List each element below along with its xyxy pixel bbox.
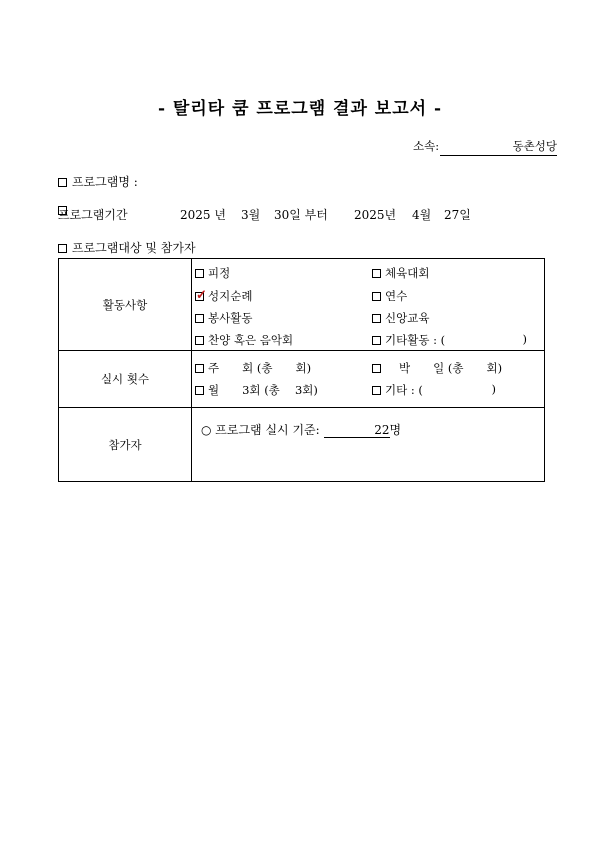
participants-header: 참가자 (59, 408, 192, 482)
start-month[interactable]: 3월 (241, 208, 261, 222)
affiliation (413, 138, 557, 154)
frequency-header: 실시 횟수 (59, 351, 192, 408)
activity-option[interactable]: 찬양 혹은 음악회 (195, 332, 293, 348)
frequency-overnight[interactable]: 박 일 (총 회) (372, 360, 502, 376)
participants-content (192, 408, 545, 482)
program-period-label: 프로그램기간 (58, 208, 128, 222)
checkbox-icon[interactable] (372, 292, 381, 301)
checkbox-icon[interactable] (195, 364, 204, 373)
frequency-other[interactable]: 기타 : ( ) (372, 382, 496, 398)
checkbox-icon[interactable] (372, 336, 381, 345)
activity-option[interactable]: 피정 (195, 265, 230, 281)
end-day[interactable]: 27일 (444, 208, 471, 222)
frequency-row (59, 351, 545, 408)
activity-option[interactable]: 봉사활동 (195, 310, 252, 326)
frequency-monthly[interactable]: 월 3회 (총 3회) (195, 382, 318, 398)
checkbox-icon[interactable] (372, 364, 381, 373)
activities-row (59, 259, 545, 351)
participants-section-label: 프로그램대상 및 참가자 (72, 241, 196, 255)
activity-option-other[interactable]: 기타활동 : ( ) (372, 332, 527, 348)
activities-header: 활동사항 (59, 259, 192, 351)
affiliation-label: 소속: (413, 139, 440, 153)
participants-unit: 명 (389, 422, 402, 437)
participants-section-row (58, 239, 196, 256)
page-title: - 탈리타 쿰 프로그램 결과 보고서 - (157, 99, 443, 119)
participants-count[interactable]: 22 (324, 423, 390, 438)
end-month[interactable]: 4월 (412, 208, 432, 222)
end-year[interactable]: 2025년 (354, 208, 397, 222)
program-period-row (58, 206, 545, 222)
checkbox-icon[interactable] (372, 386, 381, 395)
checked-checkbox-icon[interactable] (195, 288, 207, 303)
start-year[interactable]: 2025 년 (180, 208, 226, 222)
checkbox-icon[interactable] (58, 178, 67, 187)
checkbox-icon[interactable] (372, 269, 381, 278)
checkbox-icon[interactable] (372, 314, 381, 323)
checkbox-icon[interactable] (195, 336, 204, 345)
report-table (58, 258, 545, 482)
checkbox-icon[interactable] (195, 314, 204, 323)
program-name-row (58, 173, 138, 190)
frequency-weekly[interactable]: 주 회 (총 회) (195, 360, 311, 376)
affiliation-value[interactable]: 동촌성당 (440, 138, 557, 156)
checkmark-icon: ✓ (196, 288, 207, 303)
activity-option[interactable]: 신앙교육 (372, 310, 429, 326)
activity-option[interactable]: 연수 (372, 288, 407, 304)
checkbox-icon[interactable] (195, 269, 204, 278)
start-day[interactable]: 30일 부터 (274, 208, 328, 222)
checkbox-icon[interactable] (58, 244, 67, 253)
activity-option[interactable]: 체육대회 (372, 265, 429, 281)
activity-option-checked[interactable]: ✓ 성지순례 (196, 288, 253, 303)
program-name-label: 프로그램명 : (72, 175, 138, 189)
checkbox-icon[interactable] (195, 386, 204, 395)
activities-options (192, 259, 545, 351)
frequency-options (192, 351, 545, 408)
participants-row (59, 408, 545, 482)
participants-line: ○ 프로그램 실시 기준: 22명 (201, 422, 402, 437)
